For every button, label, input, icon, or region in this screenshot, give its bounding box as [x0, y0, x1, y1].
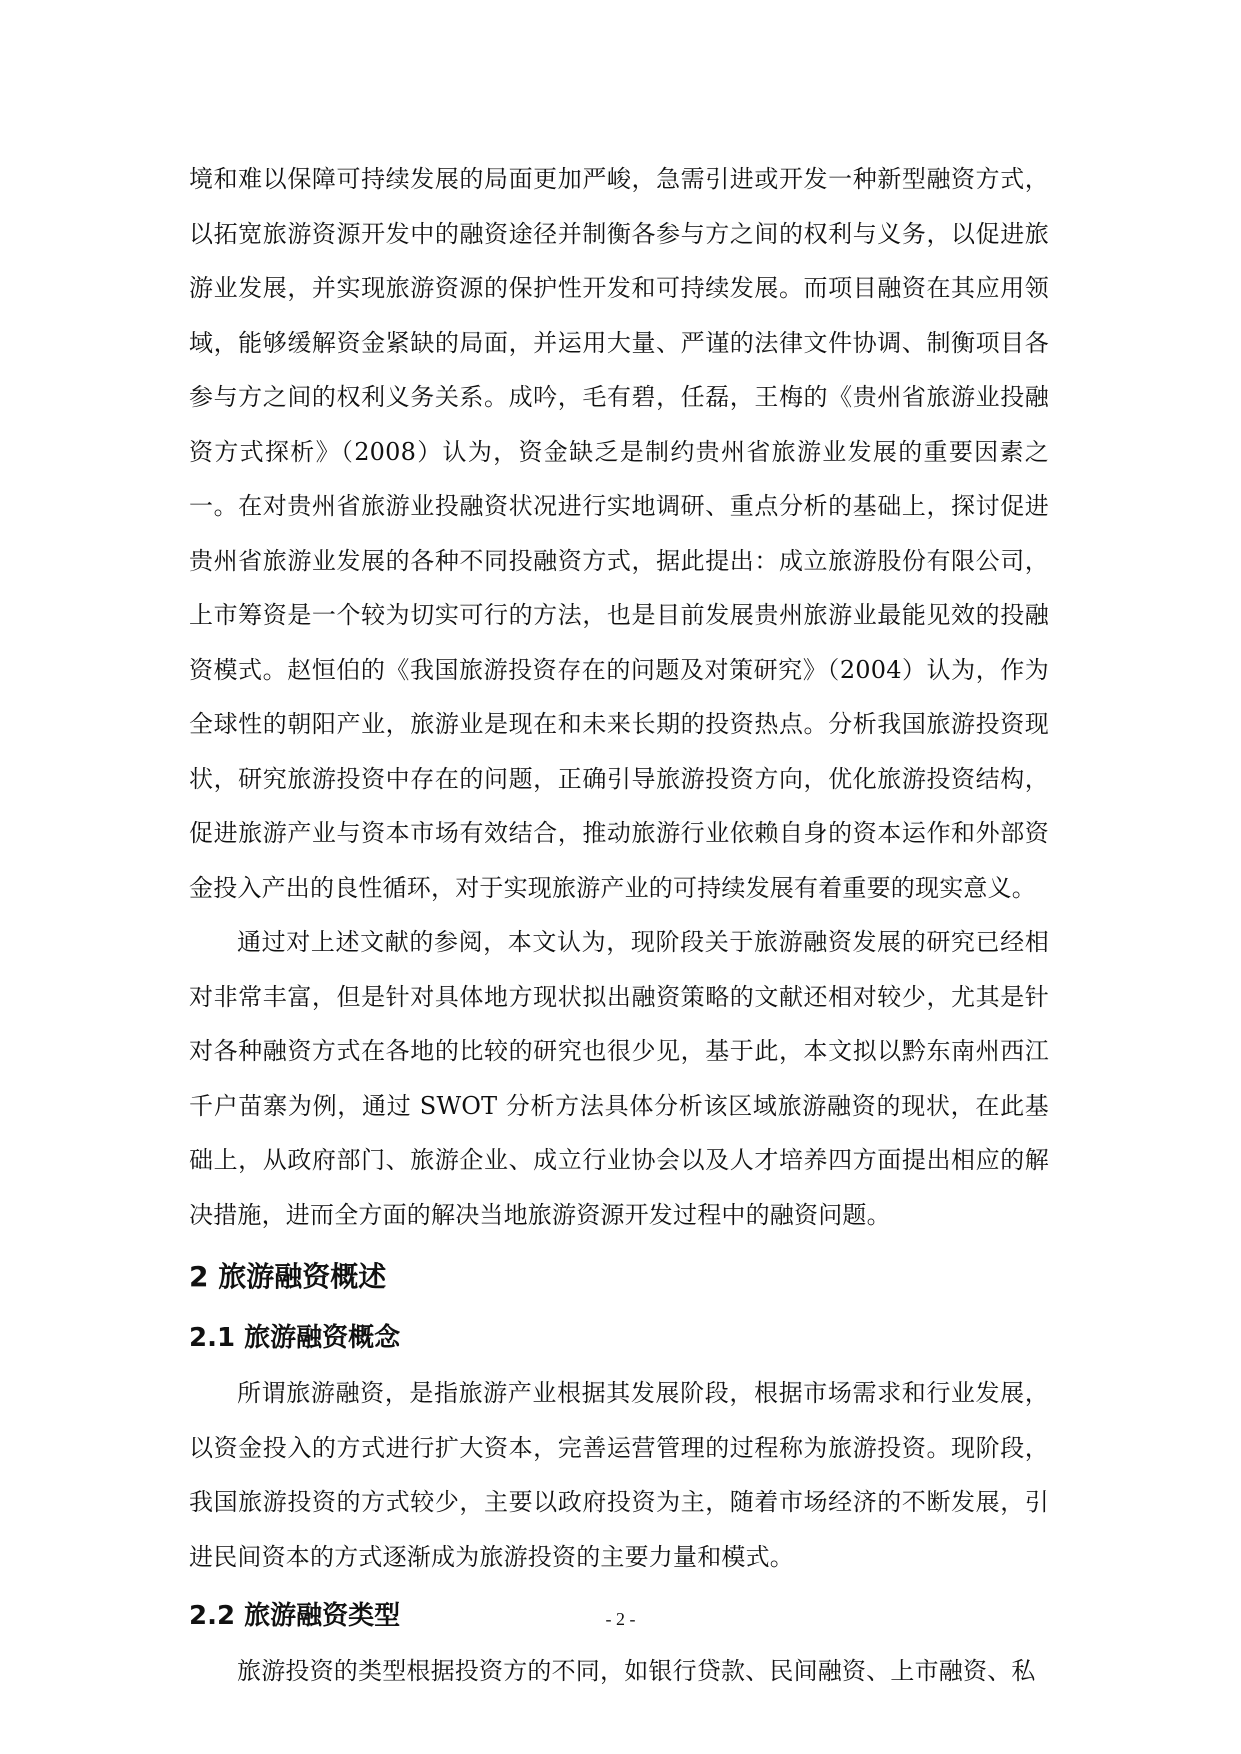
subsection-heading-2-1: 2.1 旅游融资概念 — [189, 1323, 401, 1353]
subsection-heading-2-2: 2.2 旅游融资类型 — [189, 1601, 401, 1631]
paragraph-literature-summary: 通过对上述文献的参阅，本文认为，现阶段关于旅游融资发展的研究已经相对非常丰富，但是针对具体地方现状拟出融资策略的文献还相对较少，尤其是针对各种融资方式在各地的比较的研究也很少见，基于此，本文拟以黔东南州西江千户苗寨为例，通过 SWOT 分析方法具体分析该区域旅游融资的现状，在此基础上，从政府部门、旅游企业、成立行业协会以及人才培养四方面提出相应的解决措施，进而全方面的解决当地旅游资源开发过程中的融资问题。 — [189, 928, 1049, 1229]
paragraph-tourism-financing-concept: 所谓旅游融资，是指旅游产业根据其发展阶段，根据市场需求和行业发展，以资金投入的方式进行扩大资本，完善运营管理的过程称为旅游投资。现阶段，我国旅游投资的方式较少，主要以政府投资为主，随着市场经济的不断发展，引进民间资本的方式逐渐成为旅游投资的主要力量和模式。 — [189, 1379, 1049, 1571]
page-content — [189, 152, 1049, 1699]
page-number: - 2 - — [605, 1609, 636, 1629]
paragraph-continued: 境和难以保障可持续发展的局面更加严峻，急需引进或开发一种新型融资方式，以拓宽旅游资源开发中的融资途径并制衡各参与方之间的权利与义务，以促进旅游业发展，并实现旅游资源的保护性开发和可持续发展。而项目融资在其应用领域，能够缓解资金紧缺的局面，并运用大量、严谨的法律文件协调、制衡项目各参与方之间的权利义务关系。成吟，毛有碧，任磊，王梅的《贵州省旅游业投融资方式探析》（2008）认为，资金缺乏是制约贵州省旅游业发展的重要因素之一。在对贵州省旅游业投融资状况进行实地调研、重点分析的基础上，探讨促进贵州省旅游业发展的各种不同投融资方式，据此提出：成立旅游股份有限公司，上市筹资是一个较为切实可行的方法，也是目前发展贵州旅游业最能见效的投融资模式。赵恒伯的《我国旅游投资存在的问题及对策研究》（2004）认为，作为全球性的朝阳产业，旅游业是现在和未来长期的投资热点。分析我国旅游投资现状，研究旅游投资中存在的问题，正确引导旅游投资方向，优化旅游投资结构，促进旅游产业与资本市场有效结合，推动旅游行业依赖自身的资本运作和外部资金投入产出的良性循环，对于实现旅游产业的可持续发展有着重要的现实意义。 — [189, 165, 1049, 902]
section-heading-2: 2 旅游融资概述 — [189, 1260, 387, 1293]
paragraph-tourism-financing-types: 旅游投资的类型根据投资方的不同，如银行贷款、民间融资、上市融资、私 — [237, 1657, 1036, 1685]
